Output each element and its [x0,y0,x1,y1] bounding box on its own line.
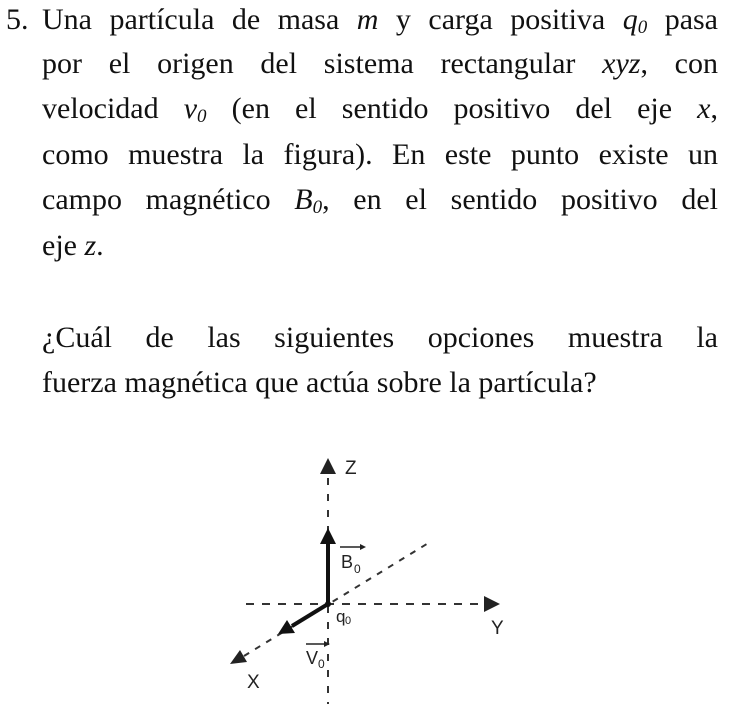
statement-line-5: campo magnético $B_0$, en el sentido positivo del [42,183,718,218]
statement-line-1: Una partícula de masa m y carga positiva $q_0$ pasa [42,3,718,38]
y-axis-arrowhead [484,596,500,612]
b0-label-subscript: 0 [354,562,361,576]
x-axis-arrowhead [230,650,247,664]
v0-label-subscript: 0 [318,657,325,671]
y-axis-label: Y [491,618,504,639]
x-axis-label: X [247,672,260,693]
b0-arrowhead [320,528,336,544]
statement-line-2: por el origen del sistema rectangular xyz, con [42,47,718,80]
v0-label: V [306,648,319,668]
statement-line-4: como muestra la figura). En este punto existe un [42,138,718,171]
q0-label: q [336,607,346,626]
prompt-line-1: ¿Cuál de las siguientes opciones muestra la [42,321,718,354]
statement-line-6: eje z. [42,229,104,262]
q0-label-subscript: 0 [345,615,352,627]
x-axis [244,542,430,656]
z-axis-arrowhead [320,458,336,474]
z-axis-label: Z [345,458,357,479]
b0-label-overarrow-head [360,544,366,550]
question-number: 5. [6,3,29,36]
prompt-line-2: fuerza magnética que actúa sobre la partícula? [42,366,597,399]
particle-q0 [325,601,331,607]
statement-line-3: velocidad $v_0$ (en el sentido positivo del eje x, [42,92,718,127]
v0-vector [292,604,328,626]
b0-label: B [341,552,354,572]
